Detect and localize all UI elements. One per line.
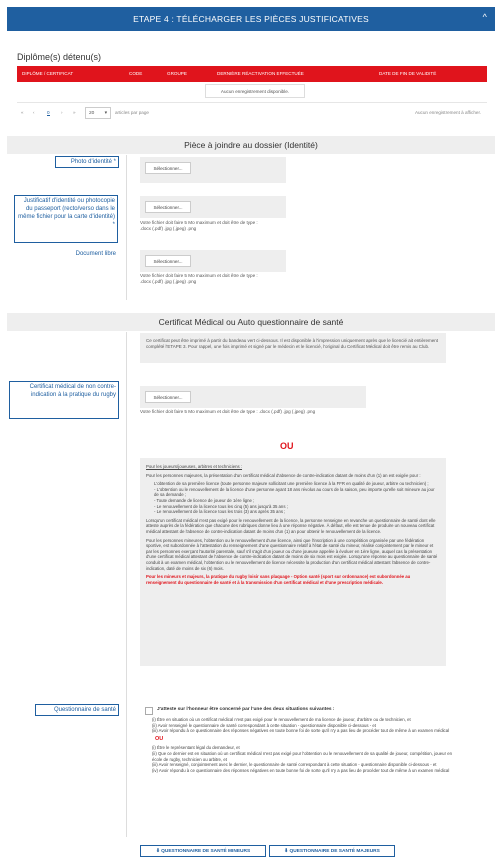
col-last-reactivation[interactable]: DERNIÈRE RÉACTIVATION EFFECTUÉE (217, 71, 304, 76)
rules-list (146, 481, 440, 515)
free-document-label: Document libre (75, 251, 116, 257)
medical-hint: Votre fichier doit faire 5 Mo maximum et doit être de type : .docx (.pdf) .jpg (.jpeg) .png (140, 409, 316, 414)
photo-label: Photo d'identité * (55, 156, 119, 168)
download-majors-questionnaire-button[interactable]: ⬇ QUESTIONNAIRE DE SANTÉ MAJEURS (269, 845, 395, 857)
rules-paragraph: Pour les personnes mineures, l'obtention ou le renouvellement d'une licence, ainsi que l'inscription à une compétition organisée par une fédération sportive, est subordonnée à l'attestation du renseignement d'une questionnaire relatif à l'état de santé du mineur, réalisé conjointement par le mineur et par les personnes exerçant l'autorité parentale, sauf s'il s'agit d'un joueur ou d'une joueuse appelée à évoluer en 1ère ligne, auquel cas la présentation d'une certificat médical attestant de l'absence de contre-indication datant de moins de six mois est exigée. Lorsqu'une réponse au questionnaire de santé conduit à un examen médical, l'obtention ou le renouvellement de licence nécessite la production d'un certificat médical attestant l'absence de contre-indication, daté de moins de six (6) mois. (146, 537, 438, 571)
situation-item: (ii) Avoir renseigné le questionnaire de santé correspondant à cette situation - questionnaire disponible ci-dessous - et (152, 722, 376, 728)
rules-item: - Le renouvellement de la licence tous les cinq (5) ans jusqu'à 35 ans ; (154, 503, 288, 509)
step-header[interactable] (7, 7, 495, 31)
situation-item: (i) Être le représentant légal du demandeur, et (152, 745, 240, 751)
situation-item: (iii) Avoir renseigné, conjointement avec le dernier, le questionnaire de santé correspondant à cette situation - questionnaire disponible ci-dessous - et (152, 762, 437, 768)
medical-upload (140, 386, 366, 408)
medical-section-title: Certificat Médical ou Auto questionnaire de santé (7, 313, 495, 331)
pager-status: Aucun enregistrement à afficher. (414, 110, 481, 115)
step-title: ETAPE 4 : TÉLÉCHARGER LES PIÈCES JUSTIFICATIVES (133, 14, 369, 24)
id-document-label: Justificatif d'identité ou photocopie du passeport (recto/verso dans le même fichier pour la carte d'identité) * (14, 195, 118, 243)
rules-item: L'obtention de sa première licence (toute personne majeure sollicitant une première licence à la FFR en qualité de joueur, arbitre ou technicien) ; (154, 481, 429, 487)
rules-paragraph: Lorsqu'un certificat médical n'est pas exigé pour le renouvellement de la licence, la personne renseigne en revanche un questionnaire de santé dont elle atteste auprès de la fédération que chacune des rubriques donne lieu à une réponse négative. À défaut, elle est tenue de produire un nouveau certificat médical attestant de l'absence de contre-indication datant de moins d'un (1) an pour obtenir le renouvellement de la licence. (146, 517, 436, 534)
medical-info-box: Ce certificat peut être imprimé à partir du bandeau vert ci-dessous. Il est disponible à l'impression uniquement après que le licencié ait entièrement complété l'ETAPE 3. Pour rappel, une fois imprimé et signé par le médecin et le licencié, l'original du Certificat Médical doit être remis au Club. (140, 333, 446, 363)
hint-line: .docx (.pdf) .jpg (.jpeg) .png (140, 279, 197, 284)
or-separator: OU (280, 441, 294, 451)
photo-select-button[interactable]: Sélectionner... (145, 162, 191, 174)
pager-last[interactable]: » (73, 110, 76, 115)
situation-item: (iii) Avoir répondu à ce questionnaire des réponses négatives en toute bonne foi de sorte qu'il n'y a pas lieu de procéder tout de même à un examen médical (152, 728, 450, 734)
pager (17, 107, 487, 121)
medical-certificate-label: Certificat médical de non contre-indication à la pratique du rugby (9, 381, 119, 419)
free-document-upload (140, 250, 286, 272)
attestation-checkbox[interactable] (145, 707, 153, 715)
rules-paragraph: Pour les personnes majeures, la présentation d'un certificat médical d'absence de contre-indication datant de moins d'un (1) an est exigée pour : (146, 472, 421, 478)
id-select-button[interactable]: Sélectionner... (145, 201, 191, 213)
situation-item: (ii) Que ce dernier est en situation où un certificat médical n'est pas exigé pour l'obtention ou le renouvellement de sa qualité de joueur, compétition, joueur en école de rugby, technicien ou arbitre, et (152, 750, 452, 762)
separator-line (126, 332, 127, 837)
free-document-select-button[interactable]: Sélectionner... (145, 255, 191, 267)
diplomas-title: Diplôme(s) détenu(s) (17, 52, 102, 62)
download-minors-questionnaire-button[interactable]: ⬇ QUESTIONNAIRE DE SANTÉ MINEURS (140, 845, 266, 857)
table-empty-message: Aucun enregistrement disponible. (205, 84, 305, 98)
col-group[interactable]: GROUPE (167, 71, 187, 76)
hint-line: Votre fichier doit faire 5 Mo maximum et doit être de type : (140, 220, 258, 225)
per-page-select[interactable] (85, 107, 111, 119)
rules-intro: Pour les joueurs/joueuses, arbitres et techniciens : (146, 464, 243, 469)
pager-page[interactable]: 0 (47, 110, 50, 115)
identity-section-title: Pièce à joindre au dossier (Identité) (7, 136, 495, 154)
id-upload (140, 196, 286, 218)
id-hint (140, 220, 258, 232)
table-header (17, 66, 487, 82)
col-end-date[interactable]: DATE DE FIN DE VALIDITÉ (379, 71, 437, 76)
or-label: OU (155, 735, 164, 742)
chevron-down-icon: ▾ (104, 111, 107, 116)
per-page-value: 20 (89, 111, 95, 116)
attestation-text: J'atteste sur l'honneur être concerné par l'une des deux situations suivantes : (157, 707, 335, 712)
diplomas-table (17, 66, 487, 94)
health-questionnaire-label: Questionnaire de santé (35, 704, 119, 716)
free-document-hint (140, 273, 258, 285)
per-page-label: articles par page (115, 110, 149, 115)
separator-line (126, 155, 127, 300)
col-diploma[interactable]: DIPLÔME / CERTIFICAT (22, 71, 74, 76)
situation-list (152, 717, 452, 773)
medical-select-button[interactable]: Sélectionner... (145, 391, 191, 403)
pager-next[interactable]: › (61, 110, 63, 115)
chevron-up-icon[interactable]: ^ (482, 12, 487, 22)
pager-prev[interactable]: ‹ (33, 110, 35, 115)
rules-item: - L'obtention ou le renouvellement de la licence d'une personne ayant 18 ans révolus au cours de la saison, peu importe qu'elle soit mineure au jour de sa demande ; (154, 486, 435, 498)
hint-line: .docx (.pdf) .jpg (.jpeg) .png (140, 226, 197, 231)
rules-item: - Toute demande de licence de joueur de 1ère ligne ; (154, 497, 255, 503)
medical-rules-box (140, 458, 446, 666)
hint-line: Votre fichier doit faire 5 Mo maximum et doit être de type : (140, 273, 258, 278)
pager-first[interactable]: « (21, 110, 24, 115)
col-code[interactable]: CODE (129, 71, 143, 76)
situation-item: (i) Être en situation où un certificat médical n'est pas exigé pour le renouvellement de ma licence de joueur, d'arbitre ou de technicien, et (152, 717, 411, 722)
situation-item: (iv) Avoir répondu à ce questionnaire des réponses négatives en toute bonne foi de sorte qu'il n'y a pas lieu de procéder tout de même à un examen médical (152, 767, 450, 773)
rules-item: - Le renouvellement de la licence tous les trois (3) ans après 35 ans ; (154, 509, 286, 515)
photo-upload (140, 157, 286, 183)
rules-warning: Pour les mineurs et majeurs, la pratique du rugby loisir sans plaquage - Option santé (sport sur ordonnance) est subordonnée au renseignement du questionnaire de santé et à la transmission d'un certificat médical et d'une prescription médicale. (146, 574, 411, 585)
divider (17, 102, 487, 103)
